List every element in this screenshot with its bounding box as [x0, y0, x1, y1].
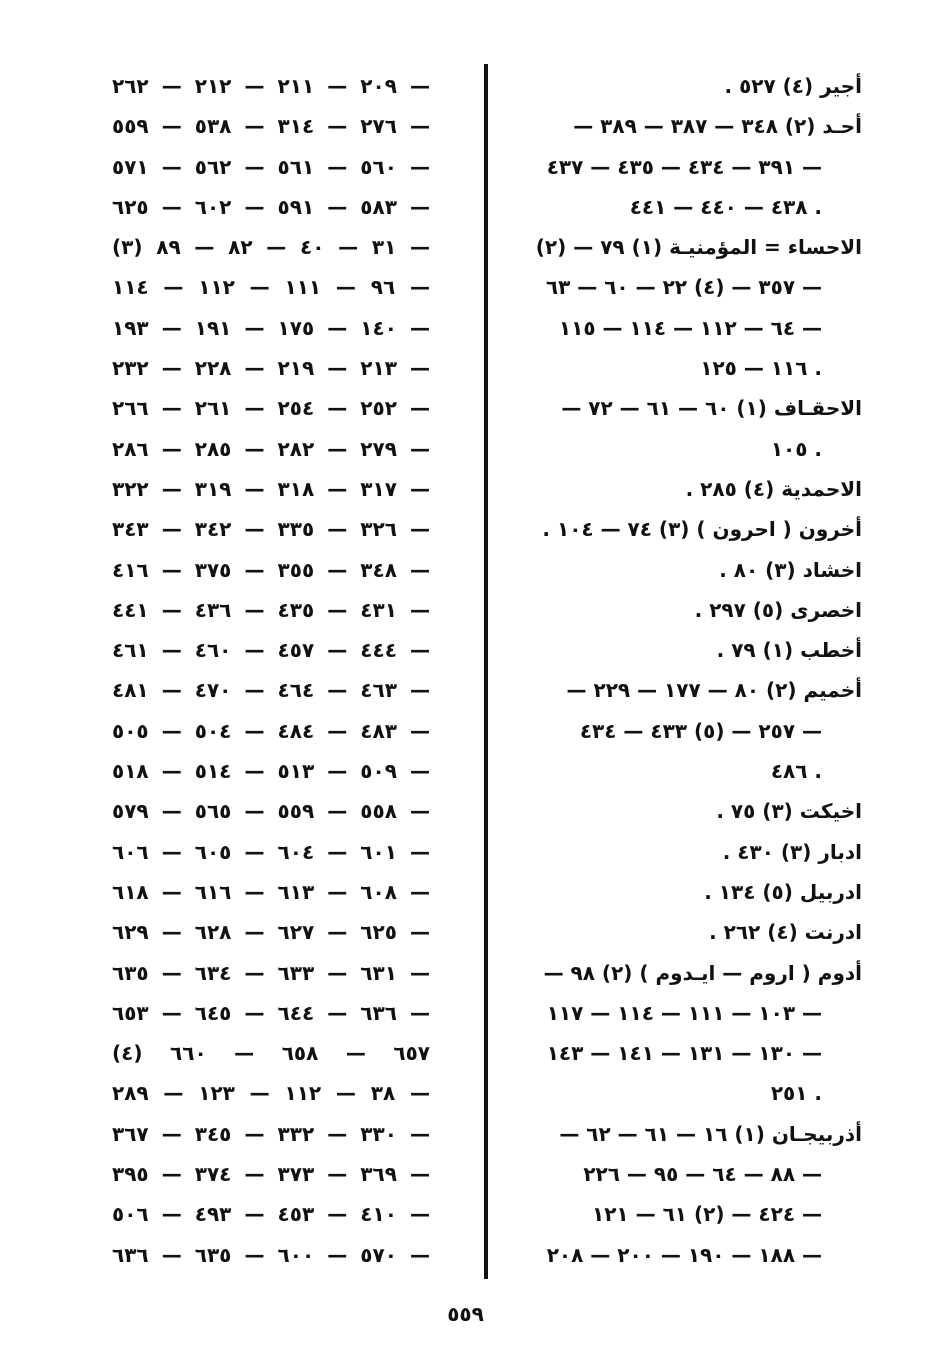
index-entry-line: أخطب (١) ٧٩ .: [716, 638, 862, 663]
page-ref-line: ٥٨٣ — ٥٩١ — ٦٠٢ — ٦٢٥ —: [112, 194, 430, 219]
index-entry-line: ٢٥٧ — (٥) ٤٣٣ — ٤٣٤ —: [579, 718, 822, 743]
index-entry-line: أخرون ( احرون ) (٣) ٧٤ — ١٠٤ .: [542, 517, 862, 542]
index-entry-line: ٤٣٨ — ٤٤٠ — ٤٤١ .: [629, 194, 822, 219]
page-ref-line: ٥٠٩ — ٥١٣ — ٥١٤ — ٥١٨ —: [112, 759, 430, 784]
index-entry-line: ادربيل (٥) ١٣٤ .: [704, 879, 862, 904]
index-entry-line: ١٨٨ — ١٩٠ — ٢٠٠ — ٢٠٨ —: [546, 1242, 822, 1267]
index-entry-line: أحـد (٢) ٣٤٨ — ٣٨٧ — ٣٨٩ —: [573, 114, 862, 139]
page-ref-line: ٢١٣ — ٢١٩ — ٢٢٨ — ٢٣٢ —: [112, 356, 430, 381]
index-entry-line: أذربيجـان (١) ١٦ — ٦١ — ٦٢ —: [559, 1121, 862, 1146]
page-ref-line: ٣٢٦ — ٣٣٥ — ٣٤٢ — ٣٤٣ —: [112, 517, 430, 542]
page-ref-line: ٦٣١ — ٦٣٣ — ٦٣٤ — ٦٣٥ —: [112, 960, 430, 985]
index-entry-line: ١١٦ — ١٢٥ .: [700, 356, 822, 381]
index-entry-line: ١٣٠ — ١٣١ — ١٤١ — ١٤٣ —: [546, 1041, 822, 1066]
page-ref-line: ٢٠٩ — ٢١١ — ٢١٢ — ٢٦٢ —: [112, 74, 430, 98]
index-entry-line: ٤٢٤ — (٢) ٦١ — ١٢١ —: [592, 1202, 822, 1227]
page-ref-line: ٥٧٠ — ٦٠٠ — ٦٣٥ — ٦٣٦ —: [112, 1242, 430, 1267]
index-entry-line: اخشاد (٣) ٨٠ .: [719, 557, 862, 582]
index-entry-line: اخصرى (٥) ٢٩٧ .: [694, 597, 862, 622]
index-column-left: [112, 66, 430, 1275]
page-ref-line: ٦٣٦ — ٦٤٤ — ٦٤٥ — ٦٥٣ —: [112, 1000, 430, 1025]
index-entry-line: ٣٩١ — ٤٣٤ — ٤٣٥ — ٤٣٧ —: [546, 154, 822, 179]
index-entry-line: الاحمدية (٤) ٢٨٥ .: [685, 476, 862, 501]
page-ref-line: ٩٦ — ١١١ — ١١٢ — ١١٤ —: [112, 275, 430, 300]
page-ref-line: ٦٥٧ — ٦٥٨ — ٦٦٠ (٤): [112, 1041, 430, 1066]
index-entry-line: ٣٥٧ — (٤) ٢٢ — ٦٠ — ٦٣ —: [545, 275, 822, 300]
page-ref-line: ٢٥٢ — ٢٥٤ — ٢٦١ — ٢٦٦ —: [112, 396, 430, 421]
index-entry-line: ادرنت (٤) ٢٦٢ .: [709, 920, 862, 945]
page-ref-line: ٤٦٣ — ٤٦٤ — ٤٧٠ — ٤٨١ —: [112, 678, 430, 703]
page-ref-line: ٦٠٨ — ٦١٣ — ٦١٦ — ٦١٨ —: [112, 879, 430, 904]
index-entry-line: اخيكت (٣) ٧٥ .: [716, 799, 862, 824]
index-entry-line: الاحقـاف (١) ٦٠ — ٦١ — ٧٢ —: [561, 396, 862, 421]
page-ref-line: (٣) ٣١ — ٤٠ — ٨٢ — ٨٩ —: [112, 235, 430, 260]
page-ref-line: ٥٦٠ — ٥٦١ — ٥٦٢ — ٥٧١ —: [112, 154, 430, 179]
index-entry-line: ٤٨٦ .: [770, 759, 822, 784]
index-entry-line: أدوم ( اروم — ايـدوم ) (٢) ٩٨ —: [543, 960, 862, 985]
page-ref-line: ٣٣٠ — ٣٣٢ — ٣٤٥ — ٣٦٧ —: [112, 1121, 430, 1146]
page-ref-line: ٢٧٩ — ٢٨٢ — ٢٨٥ — ٢٨٦ —: [112, 436, 430, 461]
page-ref-line: ٣٤٨ — ٣٥٥ — ٣٧٥ — ٤١٦ —: [112, 557, 430, 582]
index-entry-line: ٨٨ — ٦٤ — ٩٥ — ٢٢٦ —: [583, 1162, 822, 1187]
index-entry-line: ٢٥١ .: [770, 1081, 822, 1106]
index-entry-line: ادبار (٣) ٤٣٠ .: [722, 839, 862, 864]
page-ref-line: ٦٠١ — ٦٠٤ — ٦٠٥ — ٦٠٦ —: [112, 839, 430, 864]
page-ref-line: ٣٨ — ١١٢ — ١٢٣ — ٢٨٩ —: [112, 1081, 430, 1106]
page-ref-line: ٣٦٩ — ٣٧٣ — ٣٧٤ — ٣٩٥ —: [112, 1162, 430, 1187]
page-ref-line: ٢٧٦ — ٣١٤ — ٥٣٨ — ٥٥٩ —: [112, 114, 430, 139]
index-column-right: [512, 66, 862, 1275]
column-divider: [484, 64, 488, 1279]
page-ref-line: ١٤٠ — ١٧٥ — ١٩١ — ١٩٣ —: [112, 315, 430, 340]
page-number: ٥٥٩: [447, 1302, 484, 1326]
index-entry-line: أخميم (٢) ٨٠ — ١٧٧ — ٢٢٩ —: [566, 678, 862, 703]
page-ref-line: ٤٣١ — ٤٣٥ — ٤٣٦ — ٤٤١ —: [112, 597, 430, 622]
index-entry-line: أجير (٤) ٥٢٧ .: [724, 74, 862, 98]
page-ref-line: ٦٢٥ — ٦٢٧ — ٦٢٨ — ٦٢٩ —: [112, 920, 430, 945]
page-ref-line: ٤٤٤ — ٤٥٧ — ٤٦٠ — ٤٦١ —: [112, 638, 430, 663]
page-ref-line: ٤٨٣ — ٤٨٤ — ٥٠٤ — ٥٠٥ —: [112, 718, 430, 743]
page-ref-line: ٣١٧ — ٣١٨ — ٣١٩ — ٣٢٢ —: [112, 476, 430, 501]
index-entry-line: ١٠٥ .: [770, 436, 822, 461]
index-entry-line: ٦٤ — ١١٢ — ١١٤ — ١١٥ —: [558, 315, 822, 340]
index-entry-line: ١٠٣ — ١١١ — ١١٤ — ١١٧ —: [546, 1000, 822, 1025]
page-ref-line: ٤١٠ — ٤٥٣ — ٤٩٣ — ٥٠٦ —: [112, 1202, 430, 1227]
index-entry-line: الاحساء = المؤمنيـة (١) ٧٩ — (٢): [535, 235, 862, 260]
page-ref-line: ٥٥٨ — ٥٥٩ — ٥٦٥ — ٥٧٩ —: [112, 799, 430, 824]
